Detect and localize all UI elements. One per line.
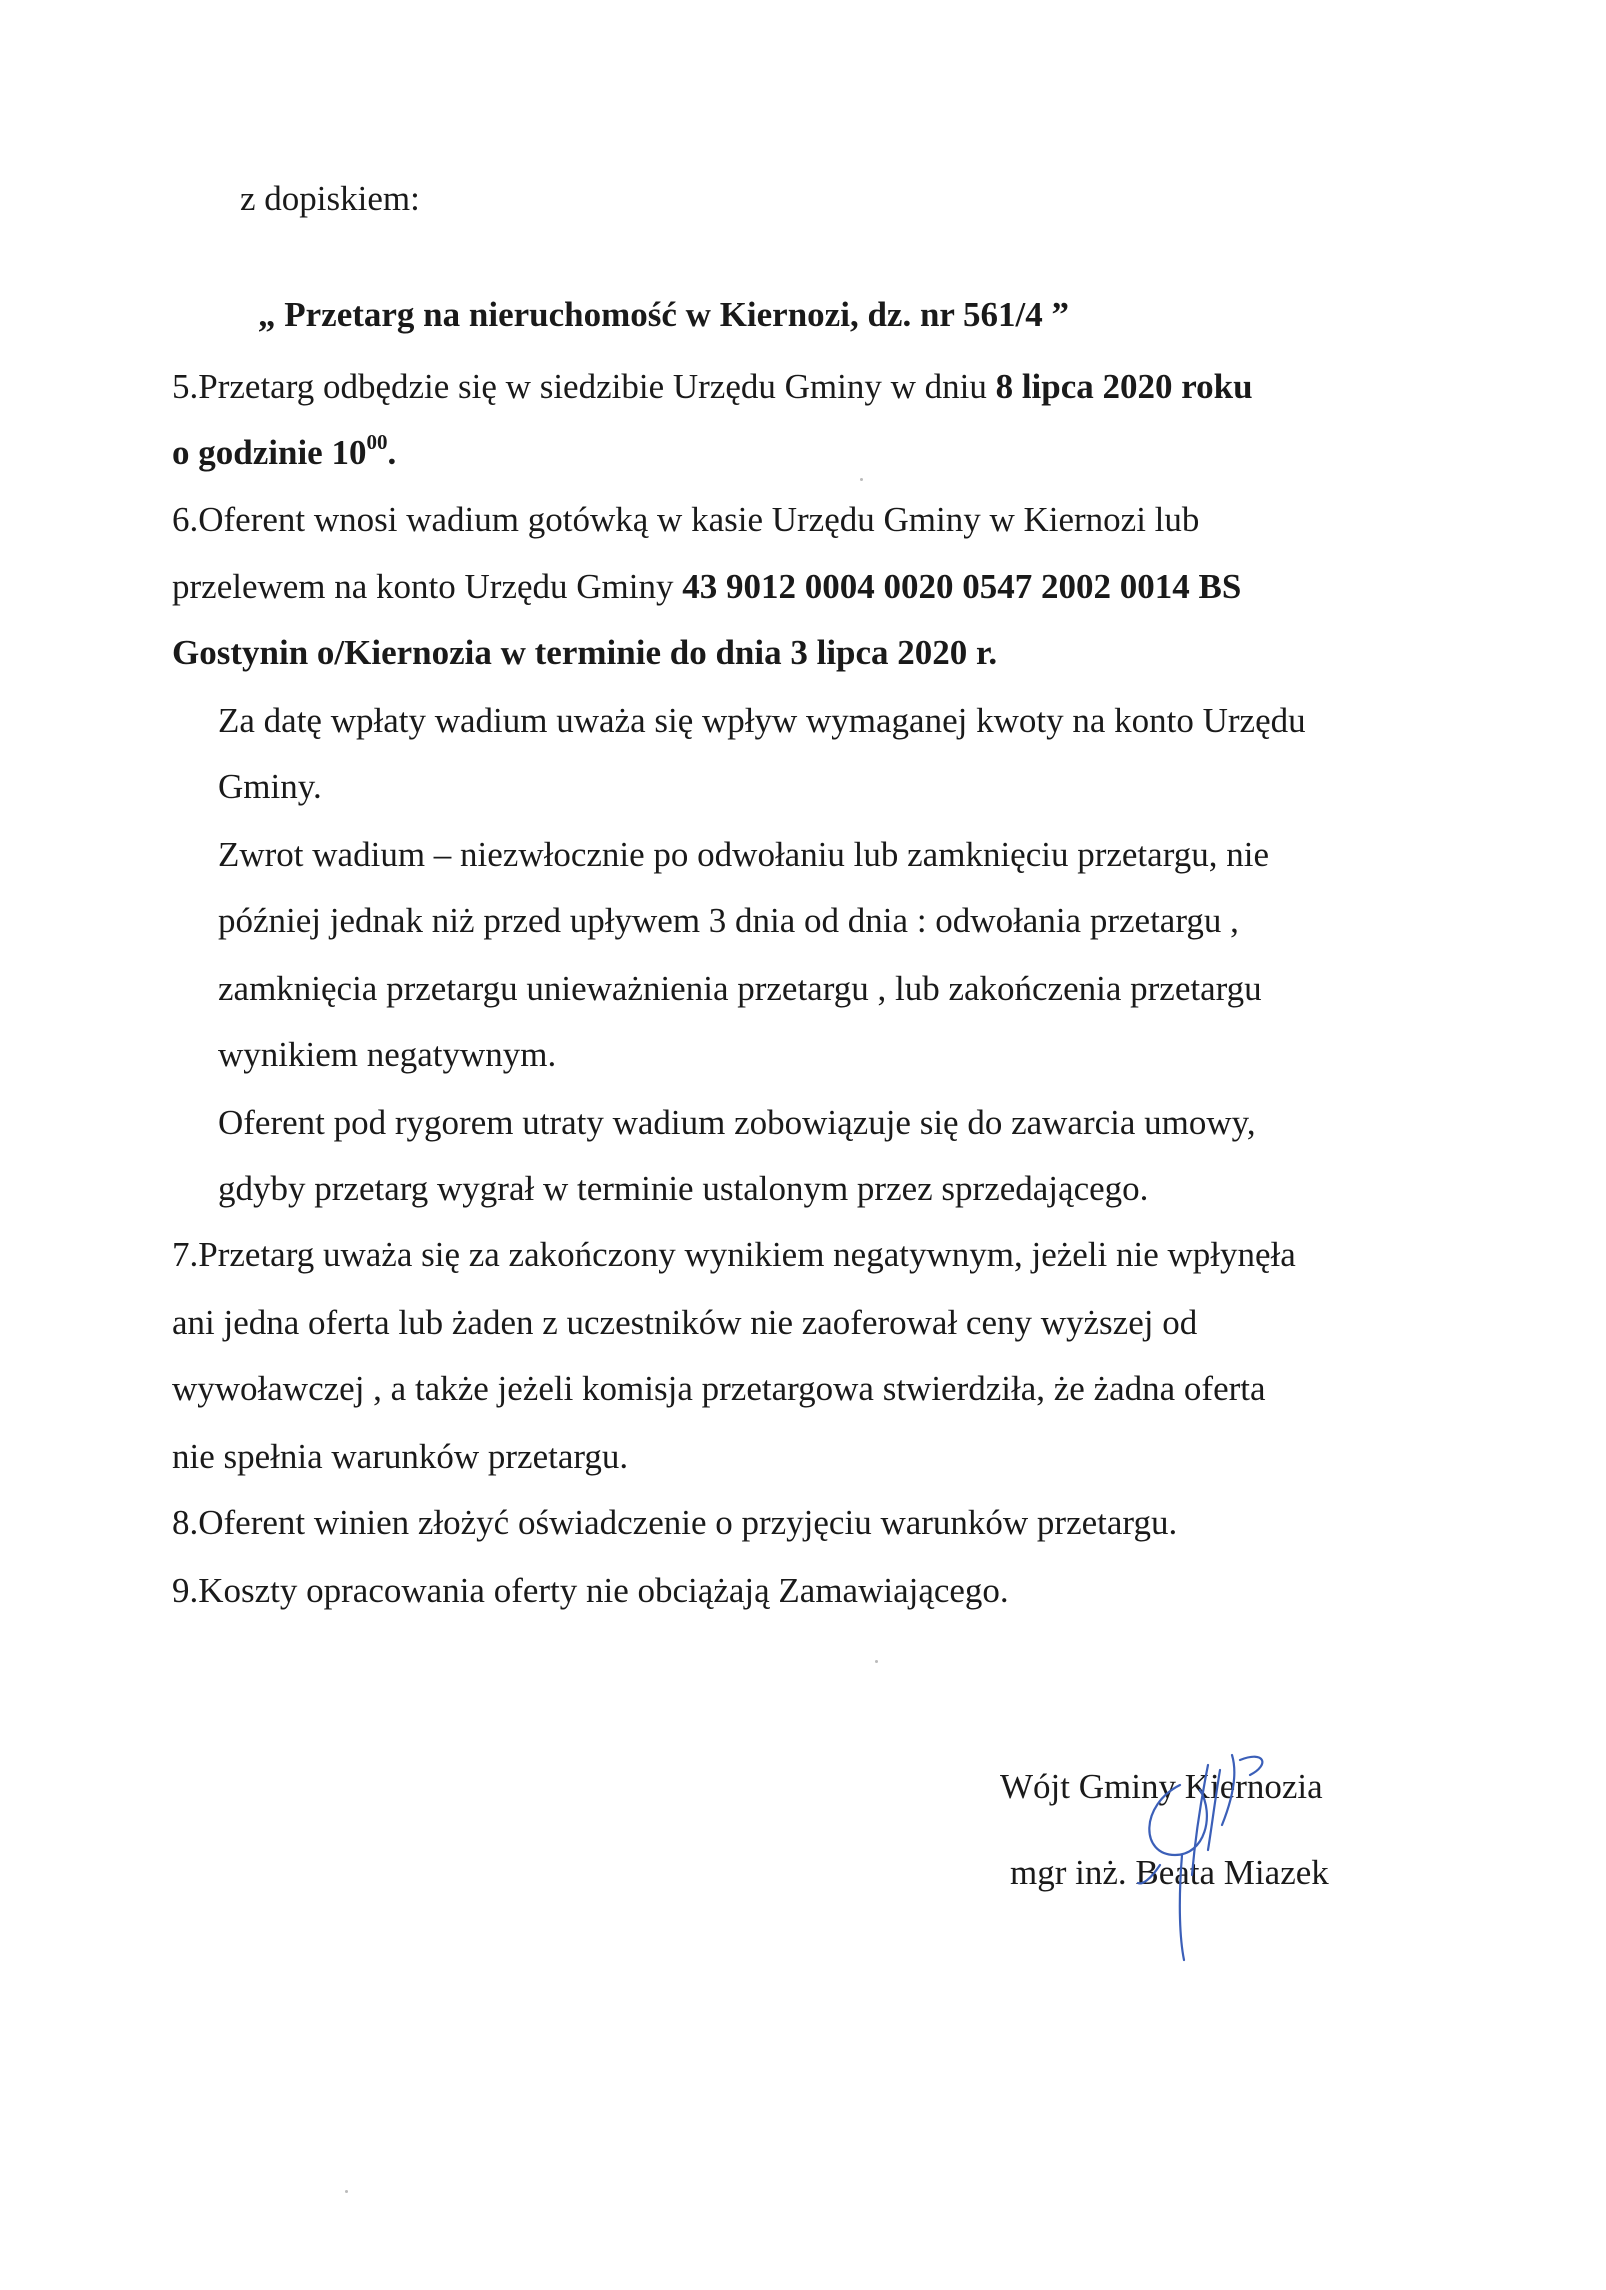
point-5-date: 8 lipca 2020 roku	[995, 367, 1253, 406]
point-5-time: o godzinie 10	[172, 433, 367, 472]
bank-account-number: 43 9012 0004 0020 0547 2002 0014 BS	[682, 567, 1242, 606]
point-6-line-1: 6.Oferent wnosi wadium gotówką w kasie Urzędu Gminy w Kiernozi lub	[172, 500, 1200, 539]
point-7-line-1: 7.Przetarg uważa się za zakończony wynikiem negatywnym, jeżeli nie wpłynęła	[172, 1235, 1296, 1274]
point-5-line-2	[172, 430, 396, 476]
point-6-sub3-line-2: gdyby przetarg wygrał w terminie ustalonym przez sprzedającego.	[218, 1169, 1149, 1208]
point-5-text: 5.Przetarg odbędzie się w siedzibie Urzędu Gminy w dniu	[172, 367, 996, 406]
point-6-sub3-line-1: Oferent pod rygorem utraty wadium zobowiązuje się do zawarcia umowy,	[218, 1103, 1256, 1142]
point-6-sub2-line-1: Zwrot wadium – niezwłocznie po odwołaniu lub zamknięciu przetargu, nie	[218, 835, 1269, 874]
point-6-text: przelewem na konto Urzędu Gminy	[172, 567, 683, 606]
point-5-time-suffix: .	[387, 433, 397, 472]
handwritten-signature	[1120, 1745, 1300, 1965]
lead-text: z dopiskiem:	[240, 179, 420, 218]
scan-speck	[875, 1660, 878, 1663]
point-6-sub2-line-2: później jednak niż przed upływem 3 dnia od dnia : odwołania przetargu ,	[218, 901, 1239, 940]
point-7-line-4: nie spełnia warunków przetargu.	[172, 1437, 629, 1476]
point-6-sub1-line-2: Gminy.	[218, 767, 322, 806]
point-5-line-1	[172, 364, 1253, 410]
scan-speck	[345, 2190, 348, 2193]
point-6-sub2-line-4: wynikiem negatywnym.	[218, 1035, 557, 1074]
point-9: 9.Koszty opracowania oferty nie obciążają Zamawiającego.	[172, 1571, 1009, 1610]
point-6-line-3: Gostynin o/Kiernozia w terminie do dnia 3 lipca 2020 r.	[172, 633, 998, 672]
signature-stroke	[1138, 1755, 1262, 1960]
point-5-time-minutes: 00	[366, 430, 388, 454]
scan-speck	[860, 478, 863, 481]
subject-line: „ Przetarg na nieruchomość w Kiernozi, dz. nr 561/4 ”	[258, 295, 1070, 334]
point-6-sub2-line-3: zamknięcia przetargu unieważnienia przetargu , lub zakończenia przetargu	[218, 969, 1262, 1008]
signatory-title: Wójt Gminy Kiernozia	[1000, 1767, 1323, 1806]
point-8: 8.Oferent winien złożyć oświadczenie o przyjęciu warunków przetargu.	[172, 1503, 1178, 1542]
point-7-line-3: wywoławczej , a także jeżeli komisja przetargowa stwierdziła, że żadna oferta	[172, 1369, 1266, 1408]
point-6-sub1-line-1: Za datę wpłaty wadium uważa się wpływ wymaganej kwoty na konto Urzędu	[218, 701, 1306, 740]
point-7-line-2: ani jedna oferta lub żaden z uczestników nie zaoferował ceny wyższej od	[172, 1303, 1198, 1342]
signatory-name: mgr inż. Beata Miazek	[1010, 1853, 1329, 1892]
point-6-line-2	[172, 564, 1241, 610]
